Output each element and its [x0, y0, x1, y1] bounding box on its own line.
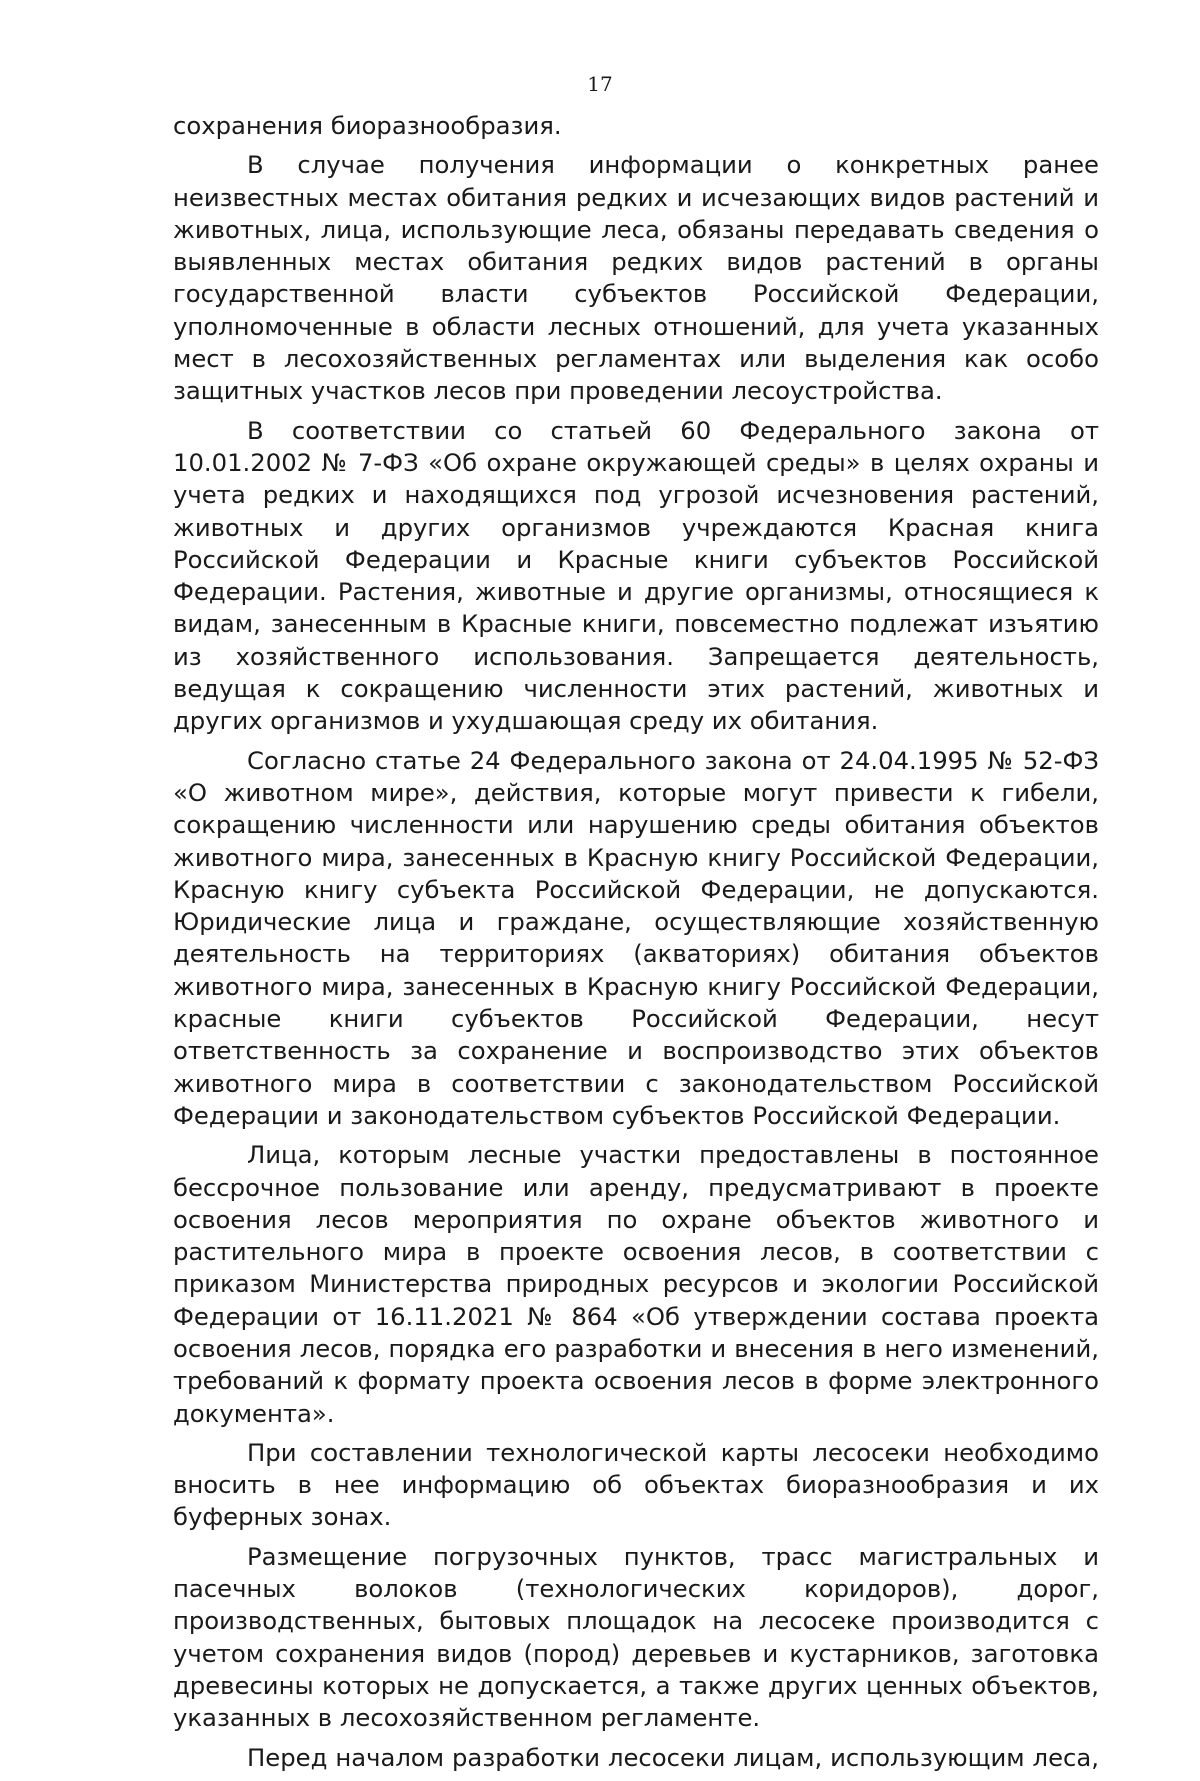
page-number: 17: [587, 72, 613, 96]
body-text: [173, 110, 1099, 1781]
paragraph-animal-world-law-52fz: Согласно статье 24 Федерального закона от 24.04.1995 № 52-ФЗ «О животном мире», действия, которые могут привести к гибели, сокращению численности или нарушению среды обитания объектов животного мира, занесенных в Красную книгу Российской Федерации, Красную книгу субъекта Российской Федерации, не допускаются. Юридические лица и граждане, осуществляющие хозяйственную деятельность на территориях (акваториях) обитания объектов животного мира, занесенных в Красную книгу Российской Федерации, красные книги субъектов Российской Федерации, несут ответственность за сохранение и воспроизводство этих объектов животного мира в соответствии с законодательством Российской Федерации и законодательством субъектов Российской Федерации.: [173, 745, 1099, 1130]
paragraph-red-book-law-7fz: В соответствии со статьей 60 Федерального закона от 10.01.2002 № 7-ФЗ «Об охране окружающей среды» в целях охраны и учета редких и находящихся под угрозой исчезновения растений, животных и других организмов учреждаются Красная книга Российской Федерации и Красные книги субъектов Российской Федерации. Растения, животные и другие организмы, относящиеся к видам, занесенным в Красные книги, повсеместно подлежат изъятию из хозяйственного использования. Запрещается деятельность, ведущая к сокращению численности этих растений, животных и других организмов и ухудшающая среду их обитания.: [173, 415, 1099, 736]
paragraph-before-cutting: Перед началом разработки лесосеки лицам, использующим леса,: [247, 1742, 1099, 1772]
paragraph-forest-development-project: Лица, которым лесные участки предоставлены в постоянное бессрочное пользование или аренду, предусматривают в проекте освоения лесов мероприятия по охране объектов животного и растительного мира в проекте освоения лесов, в соответствии с приказом Министерства природных ресурсов и экологии Российской Федерации от 16.11.2021 № 864 «Об утверждении состава проекта освоения лесов, порядка его разработки и внесения в него изменений, требований к формату проекта освоения лесов в форме электронного документа».: [173, 1140, 1099, 1428]
paragraph-technological-map: При составлении технологической карты лесосеки необходимо вносить в нее информацию об объектах биоразнообразия и их буферных зонах.: [173, 1437, 1099, 1532]
paragraph-continuation: сохранения биоразнообразия.: [173, 111, 562, 140]
paragraph-rare-species-info: В случае получения информации о конкретных ранее неизвестных местах обитания редких и исчезающих видов растений и животных, лица, использующие леса, обязаны передавать сведения о выявленных местах обитания редких видов растений в органы государственной власти субъектов Российской Федерации, уполномоченные в области лесных отношений, для учета указанных мест в лесохозяйственных регламентах или выделения как особо защитных участков лесов при проведении лесоустройства.: [173, 150, 1099, 406]
paragraph-loading-points: Размещение погрузочных пунктов, трасс магистральных и пасечных волоков (технологических коридоров), дорог, производственных, бытовых площадок на лесосеке производится с учетом сохранения видов (пород) деревьев и кустарников, заготовка древесины которых не допускается, а также других ценных объектов, указанных в лесохозяйственном регламенте.: [173, 1541, 1099, 1733]
